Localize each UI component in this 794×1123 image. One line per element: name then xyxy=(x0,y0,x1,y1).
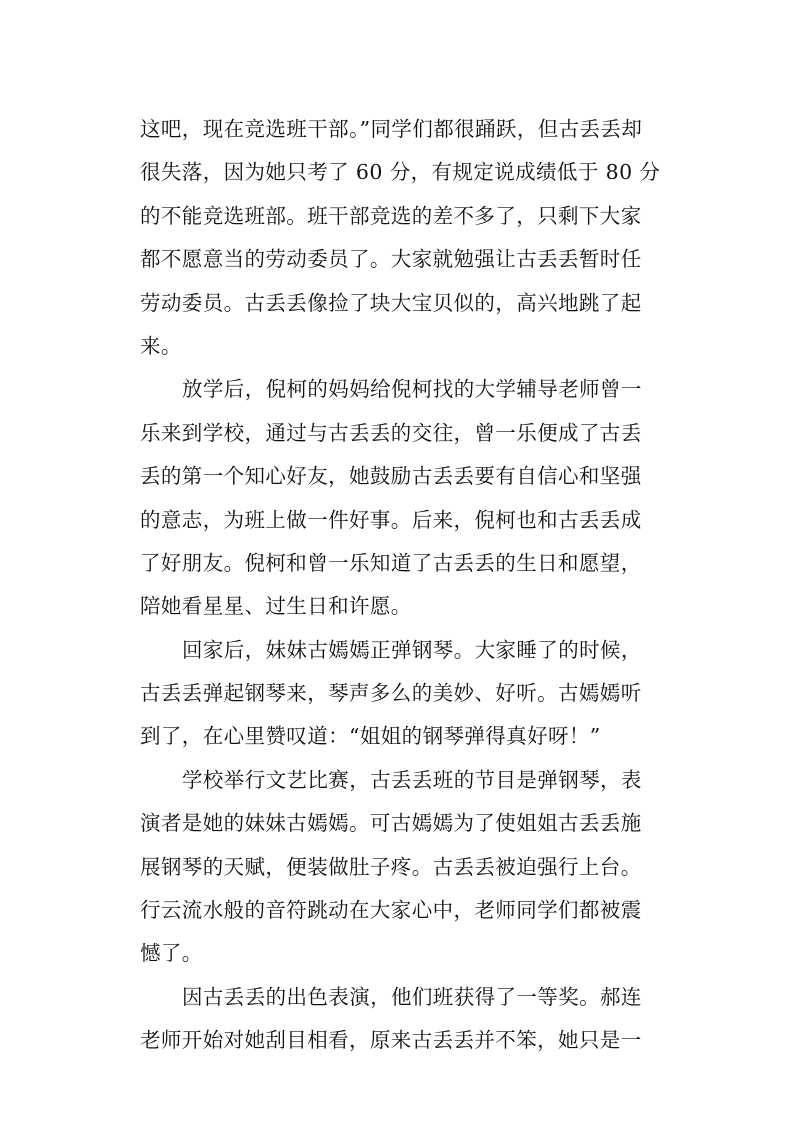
document-body xyxy=(140,108,660,1063)
text-line: 这吧，现在竞选班干部。”同学们都很踊跃，但古丢丢却 xyxy=(140,117,643,141)
text-line: 来。 xyxy=(140,333,182,358)
text-line: 行云流水般的音符跳动在大家心中，老师同学们都被震 xyxy=(140,898,642,923)
text-line: 很失落，因为她只考了 60 分，有规定说成绩低于 80 分 xyxy=(140,160,661,185)
text-line: 演者是她的妹妹古嫣嫣。可古嫣嫣为了使姐姐古丢丢施 xyxy=(140,811,642,836)
text-line: 古丢丢弹起钢琴来，琴声多么的美妙、好听。古嫣嫣听 xyxy=(140,681,642,706)
text-line: 回家后，妹妹古嫣嫣正弹钢琴。大家睡了的时候， xyxy=(182,637,642,662)
text-line: 学校举行文艺比赛，古丢丢班的节目是弹钢琴，表 xyxy=(182,767,642,792)
text-line: 憾了。 xyxy=(140,941,203,966)
text-line: 劳动委员。古丢丢像捡了块大宝贝似的，高兴地跳了起 xyxy=(140,290,642,315)
text-line: 陪她看星星、过生日和许愿。 xyxy=(140,594,412,619)
document-page xyxy=(140,108,660,1063)
text-line: 了好朋友。倪柯和曾一乐知道了古丢丢的生日和愿望， xyxy=(140,550,642,575)
text-line: 的意志，为班上做一件好事。后来，倪柯也和古丢丢成 xyxy=(140,507,642,532)
text-line: 放学后，倪柯的妈妈给倪柯找的大学辅导老师曾一 xyxy=(182,377,642,402)
text-line: 的不能竞选班部。班干部竞选的差不多了，只剩下大家 xyxy=(140,203,642,228)
text-line: 展钢琴的天赋，便装做肚子疼。古丢丢被迫强行上台。 xyxy=(140,854,642,879)
text-line: 老师开始对她刮目相看，原来古丢丢并不笨，她只是一 xyxy=(140,1028,642,1053)
text-line: 因古丢丢的出色表演，他们班获得了一等奖。郝连 xyxy=(182,984,642,1009)
text-line: 丢的第一个知心好友，她鼓励古丢丢要有自信心和坚强 xyxy=(140,464,642,489)
text-line: 到了，在心里赞叹道：“姐姐的钢琴弹得真好呀！” xyxy=(140,724,601,749)
text-line: 都不愿意当的劳动委员了。大家就勉强让古丢丢暂时任 xyxy=(140,247,642,272)
text-line: 乐来到学校，通过与古丢丢的交往，曾一乐便成了古丢 xyxy=(140,420,642,445)
